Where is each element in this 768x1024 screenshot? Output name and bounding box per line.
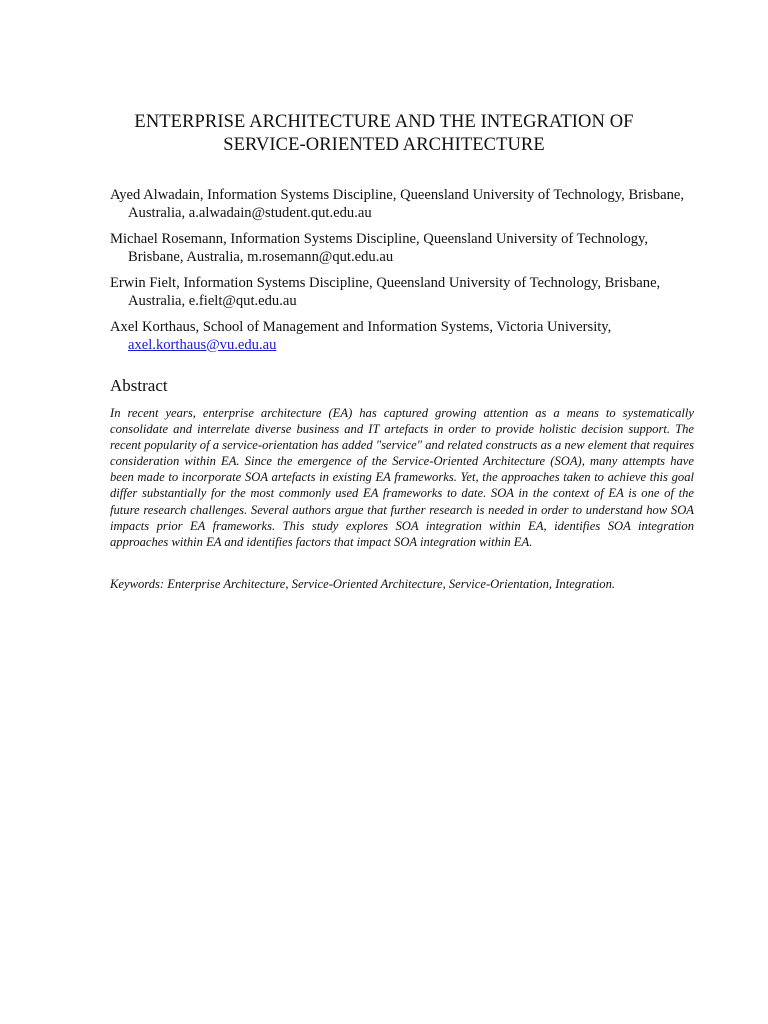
author-email-link-korthaus[interactable]: axel.korthaus@vu.edu.au — [128, 336, 277, 353]
author-entry-korthaus — [110, 319, 700, 354]
author-entry-rosemann: Michael Rosemann, Information Systems Discipline, Queensland University of Technology, Brisbane, Australia, m.rosemann@qut.edu.au — [110, 231, 649, 265]
author-entry-alwadain: Ayed Alwadain, Information Systems Discipline, Queensland University of Technology, Brisbane, Australia, a.alwadain@student.qut.edu.au — [110, 187, 684, 221]
keywords-line: Keywords: Enterprise Architecture, Service-Oriented Architecture, Service-Orientation, Integration. — [110, 577, 616, 591]
author-entry-fielt: Erwin Fielt, Information Systems Discipline, Queensland University of Technology, Brisbane, Australia, e.fielt@qut.edu.au — [110, 275, 661, 309]
paper-title-line-1: ENTERPRISE ARCHITECTURE AND THE INTEGRATION OF — [134, 112, 634, 132]
paper-title — [60, 111, 708, 157]
author-list — [110, 187, 700, 363]
author-affiliation-korthaus: Axel Korthaus, School of Management and Information Systems, Victoria University, — [110, 319, 612, 335]
abstract-heading: Abstract — [110, 376, 168, 395]
abstract-text: In recent years, enterprise architecture (EA) has captured growing attention as a means to systematically consolidate and interrelate diverse business and IT artefacts in order to provide holistic decision support. The recent popularity of a service-orientation has added "service" and related constructs as a new element that requires consideration within EA. Since the emergence of the Service-Oriented Architecture (SOA), many attempts have been made to incorporate SOA artefacts in existing EA frameworks. Yet, the approaches taken to achieve this goal differ substantially for the most commonly used EA frameworks to date. SOA in the context of EA is one of the future research challenges. Several authors argue that further research is needed in order to understand how SOA impacts prior EA frameworks. This study explores SOA integration within EA, identifies SOA integration approaches within EA and identifies factors that impact SOA integration within EA. — [110, 406, 694, 549]
paper-title-line-2: SERVICE-ORIENTED ARCHITECTURE — [223, 135, 545, 155]
